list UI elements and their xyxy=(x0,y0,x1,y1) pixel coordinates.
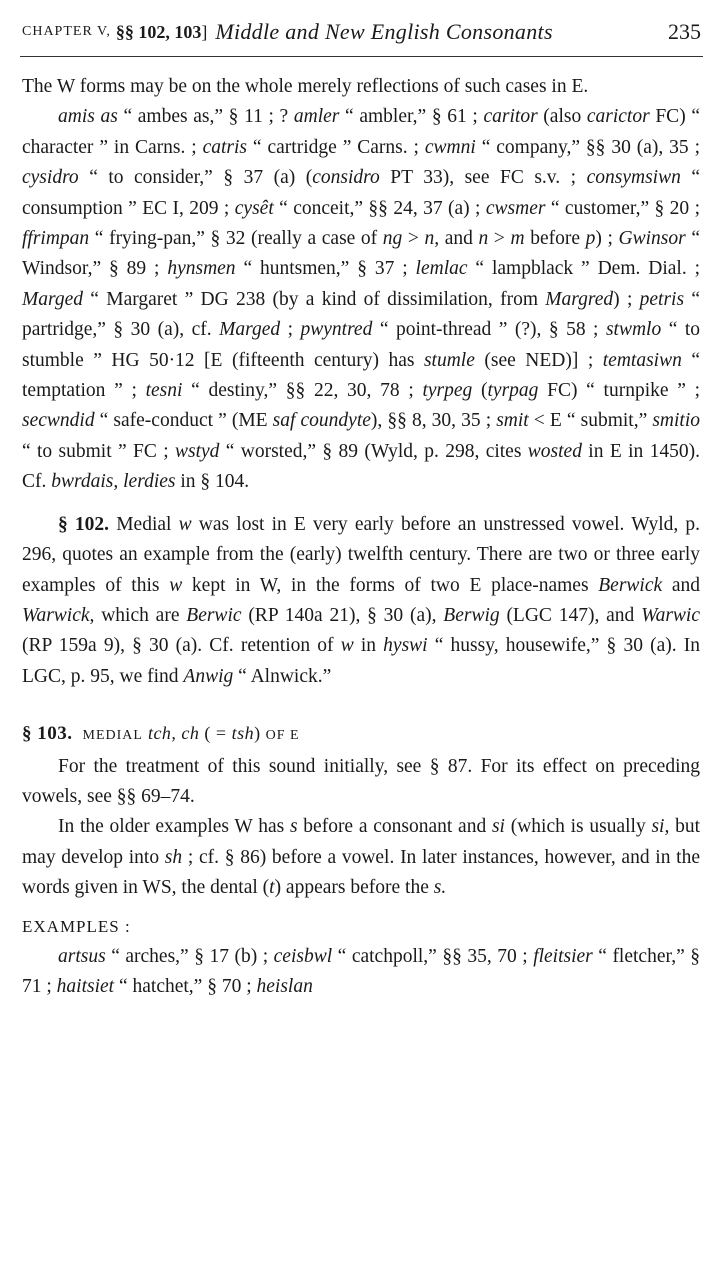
examples-para-segment: Gwinsor xyxy=(618,228,686,250)
examples-para-segment: (also xyxy=(537,106,587,128)
heading-of-e: OF E xyxy=(265,728,300,744)
examples-list-segment: haitsiet xyxy=(56,976,115,998)
para-102-segment: w xyxy=(340,635,354,657)
examples-para-segment: consymsiwn xyxy=(586,167,681,189)
section-103-heading xyxy=(22,718,700,751)
examples-list xyxy=(22,942,700,1003)
running-header xyxy=(22,14,701,50)
examples-para-segment: smitio xyxy=(652,410,701,432)
examples-para-segment: before xyxy=(524,228,586,250)
examples-list-segment: “ catchpoll,” §§ 35, 70 ; xyxy=(332,945,534,967)
examples-para-segment: and xyxy=(439,228,479,250)
examples-para-segment: “ lampblack ” Dem. Dial. ; xyxy=(467,258,700,280)
examples-para-segment: n, xyxy=(424,228,440,250)
examples-para-segment: “ partridge,” § 30 (a), cf. xyxy=(22,288,700,341)
examples-para-segment: tesni xyxy=(145,380,183,402)
examples-para-segment: saf coundyte xyxy=(272,410,371,432)
examples-para-segment: FC) “ character ” in Carns. ; xyxy=(22,106,700,158)
para-103b-segment: In the older examples W has xyxy=(58,816,290,838)
examples-para-segment: “ ambler,” § 61 ; xyxy=(339,106,484,128)
examples-para-segment: pwyntred xyxy=(300,319,373,341)
para-102-segment: § 102. xyxy=(58,513,110,535)
para-103b-segment: ) appears before the xyxy=(274,877,434,899)
examples-list-segment: “ hatchet,” § 70 ; xyxy=(114,976,257,998)
examples-para-segment: “ huntsmen,” § 37 ; xyxy=(235,258,416,280)
para-102-segment: Anwig xyxy=(183,665,234,687)
para-103b-segment: but may develop into xyxy=(22,816,700,868)
para-102-segment: w xyxy=(169,574,183,596)
examples-para-segment: “ consumption ” EC I, 209 ; xyxy=(22,167,701,219)
examples-para-segment: lemlac xyxy=(415,258,468,280)
examples-para-segment: “ Margaret ” DG 238 (by a kind of dissimilation, from xyxy=(83,288,546,310)
examples-para-segment: “ to submit ” FC ; xyxy=(22,440,175,462)
examples-para-segment: carictor xyxy=(586,106,650,128)
para-102-segment: Berwig xyxy=(443,604,500,626)
examples-para-segment: wstyd xyxy=(174,440,220,462)
examples-paragraph xyxy=(22,102,700,497)
examples-para-segment: ; xyxy=(280,319,301,341)
examples-list-segment: heislan xyxy=(256,976,313,998)
examples-para-segment: p xyxy=(585,228,596,250)
section-102-paragraph xyxy=(22,510,700,692)
examples-para-segment: Marged xyxy=(22,288,84,310)
examples-para-segment: wosted xyxy=(527,440,582,462)
examples-para-segment: stumle xyxy=(423,349,475,371)
examples-para-segment: “ point-thread ” (?), § 58 ; xyxy=(372,319,606,341)
examples-para-segment: ) ; xyxy=(595,228,619,250)
para-102-segment: and xyxy=(662,574,701,596)
examples-para-segment: secwndid xyxy=(22,410,95,432)
examples-para-segment: n xyxy=(478,228,489,250)
examples-para-segment: ng xyxy=(382,228,403,250)
examples-para-segment: hynsmen xyxy=(167,258,236,280)
section-103-paragraph-1: For the treatment of this sound initially, see § 87. For its effect on preceding vowels, see §§ 69–74. xyxy=(22,755,700,807)
examples-para-segment: amis as xyxy=(58,106,118,128)
examples-para-segment: tyrpeg xyxy=(422,380,473,402)
para-103b-segment: s. xyxy=(433,877,447,899)
para-103b-segment: (which is usually xyxy=(504,816,652,838)
examples-para-segment: catris xyxy=(202,136,248,158)
para-103b-segment: ; cf. § 86) before a vowel. In later instances, however, and in the words given in WS, the dental ( xyxy=(22,846,700,899)
heading-forms: tch, ch xyxy=(147,723,200,744)
examples-para-segment: ) ; xyxy=(613,288,640,310)
examples-list-segment: “ fletcher,” § 71 ; xyxy=(22,945,700,998)
examples-list-segment: ceisbwl xyxy=(273,945,333,967)
para-102-segment: (RP 140a 21), § 30 (a), xyxy=(241,604,444,626)
examples-para-segment: PT 33), see FC s.v. ; xyxy=(379,167,587,189)
para-102-segment: (LGC 147), and xyxy=(499,604,642,626)
section-103-paragraph-2 xyxy=(22,812,700,903)
examples-para-segment: ( xyxy=(472,380,488,402)
examples-para-segment: “ conceit,” §§ 24, 37 (a) ; xyxy=(273,197,486,219)
para-103b-segment: si xyxy=(491,816,505,838)
examples-para-segment: ffrimpan xyxy=(22,228,90,250)
section-103-number: § 103. xyxy=(22,723,73,745)
examples-para-segment: “ cartridge ” Carns. ; xyxy=(247,136,425,158)
examples-para-segment: petris xyxy=(639,288,685,310)
examples-para-segment: “ ambes as,” § 11 ; ? xyxy=(117,106,294,128)
intro-paragraph: The W forms may be on the whole merely reflections of such cases in E. xyxy=(22,76,589,97)
examples-para-segment: tyrpag xyxy=(487,380,539,402)
para-102-segment: Berwick xyxy=(598,574,663,596)
para-103b-segment: sh xyxy=(164,846,183,868)
para-103b-segment: s xyxy=(289,816,298,838)
para-102-segment: kept in W, in the forms of two E place-names xyxy=(182,574,599,596)
examples-para-segment: smit xyxy=(496,410,529,432)
heading-tsh: tsh xyxy=(231,723,255,744)
heading-medial: MEDIAL xyxy=(82,728,143,744)
para-102-segment: (RP 159a 9), § 30 (a). Cf. retention of xyxy=(22,635,341,657)
examples-list-segment: artsus xyxy=(58,945,106,967)
header-rule xyxy=(20,56,703,57)
examples-para-segment: “ frying-pan,” § 32 (really a case of xyxy=(89,228,383,250)
examples-para-segment: cysêt xyxy=(234,197,274,219)
examples-para-segment: in E in 1450). Cf. xyxy=(22,440,700,493)
examples-para-segment: “ safe-conduct ” (ME xyxy=(94,410,273,432)
examples-para-segment: bwrdais, lerdies xyxy=(51,471,176,493)
header-chapter: CHAPTER V, xyxy=(22,24,111,39)
para-103b-segment: before a consonant and xyxy=(297,816,492,838)
examples-para-segment: cwmni xyxy=(424,136,476,158)
para-102-segment: w xyxy=(178,513,192,535)
examples-para-segment: caritor xyxy=(483,106,538,128)
para-102-segment: Warwic xyxy=(641,604,700,626)
examples-para-segment: stwmlo xyxy=(605,319,662,341)
para-103b-segment: si, xyxy=(651,816,670,838)
examples-para-segment: “ to stumble ” HG 50·12 [E (fifteenth century) has xyxy=(22,319,700,371)
examples-para-segment: > xyxy=(488,228,511,250)
header-bracket: ] xyxy=(201,21,208,42)
examples-para-segment: “ customer,” § 20 ; xyxy=(545,197,701,219)
page-number: 235 xyxy=(668,19,701,44)
examples-para-segment: “ destiny,” §§ 22, 30, 78 ; xyxy=(182,380,423,402)
para-102-segment: was lost in E very early before an unstressed vowel. Wyld, p. 296, quotes an example from the (early) twelfth century. There are two or three early examples of this xyxy=(22,513,701,596)
heading-eq-close: ) xyxy=(254,723,261,744)
para-102-segment: “ hussy, housewife,” § 30 (a). In LGC, p. 95, we find xyxy=(22,635,701,687)
examples-para-segment: “ company,” §§ 30 (a), 35 ; xyxy=(475,136,700,158)
examples-para-segment: Marged xyxy=(219,319,281,341)
heading-eq-open: ( = xyxy=(204,723,227,744)
examples-para-segment: cwsmer xyxy=(485,197,546,219)
page-body xyxy=(22,72,700,1003)
examples-para-segment: FC) “ turnpike ” ; xyxy=(538,380,700,402)
examples-list-segment: “ arches,” § 17 (b) ; xyxy=(105,945,274,967)
para-102-segment: hyswi xyxy=(383,635,428,657)
para-102-segment: Medial xyxy=(109,513,179,535)
para-103b-segment: t xyxy=(269,877,275,899)
examples-para-segment: in § 104. xyxy=(175,471,250,493)
header-title: Middle and New English Consonants xyxy=(215,19,553,44)
examples-para-segment: temtasiwn xyxy=(602,349,682,371)
examples-para-segment: Margred xyxy=(545,288,614,310)
para-102-segment: “ Alnwick.” xyxy=(233,665,332,687)
header-sections: §§ 102, 103 xyxy=(115,21,202,42)
examples-para-segment: > xyxy=(402,228,425,250)
examples-para-segment: “ to consider,” § 37 (a) ( xyxy=(78,167,313,189)
examples-para-segment: m xyxy=(510,228,525,250)
examples-para-segment: considro xyxy=(312,167,380,189)
examples-para-segment: “ Windsor,” § 89 ; xyxy=(22,228,701,280)
examples-para-segment: (see NED)] ; xyxy=(474,349,603,371)
examples-para-segment: “ worsted,” § 89 (Wyld, p. 298, cites xyxy=(219,440,528,462)
examples-para-segment: amler xyxy=(293,106,340,128)
examples-para-segment: ), §§ 8, 30, 35 ; xyxy=(370,410,497,432)
para-102-segment: which are xyxy=(94,604,187,626)
examples-label: EXAMPLES : xyxy=(22,916,131,936)
examples-para-segment: < E “ submit,” xyxy=(528,410,653,432)
examples-list-segment: fleitsier xyxy=(533,945,593,967)
para-102-segment: in xyxy=(353,635,384,657)
examples-para-segment: cysidro xyxy=(22,167,79,189)
para-102-segment: Warwick, xyxy=(22,604,95,626)
para-102-segment: Berwic xyxy=(186,604,242,626)
examples-para-segment: “ temptation ” ; xyxy=(22,349,701,402)
